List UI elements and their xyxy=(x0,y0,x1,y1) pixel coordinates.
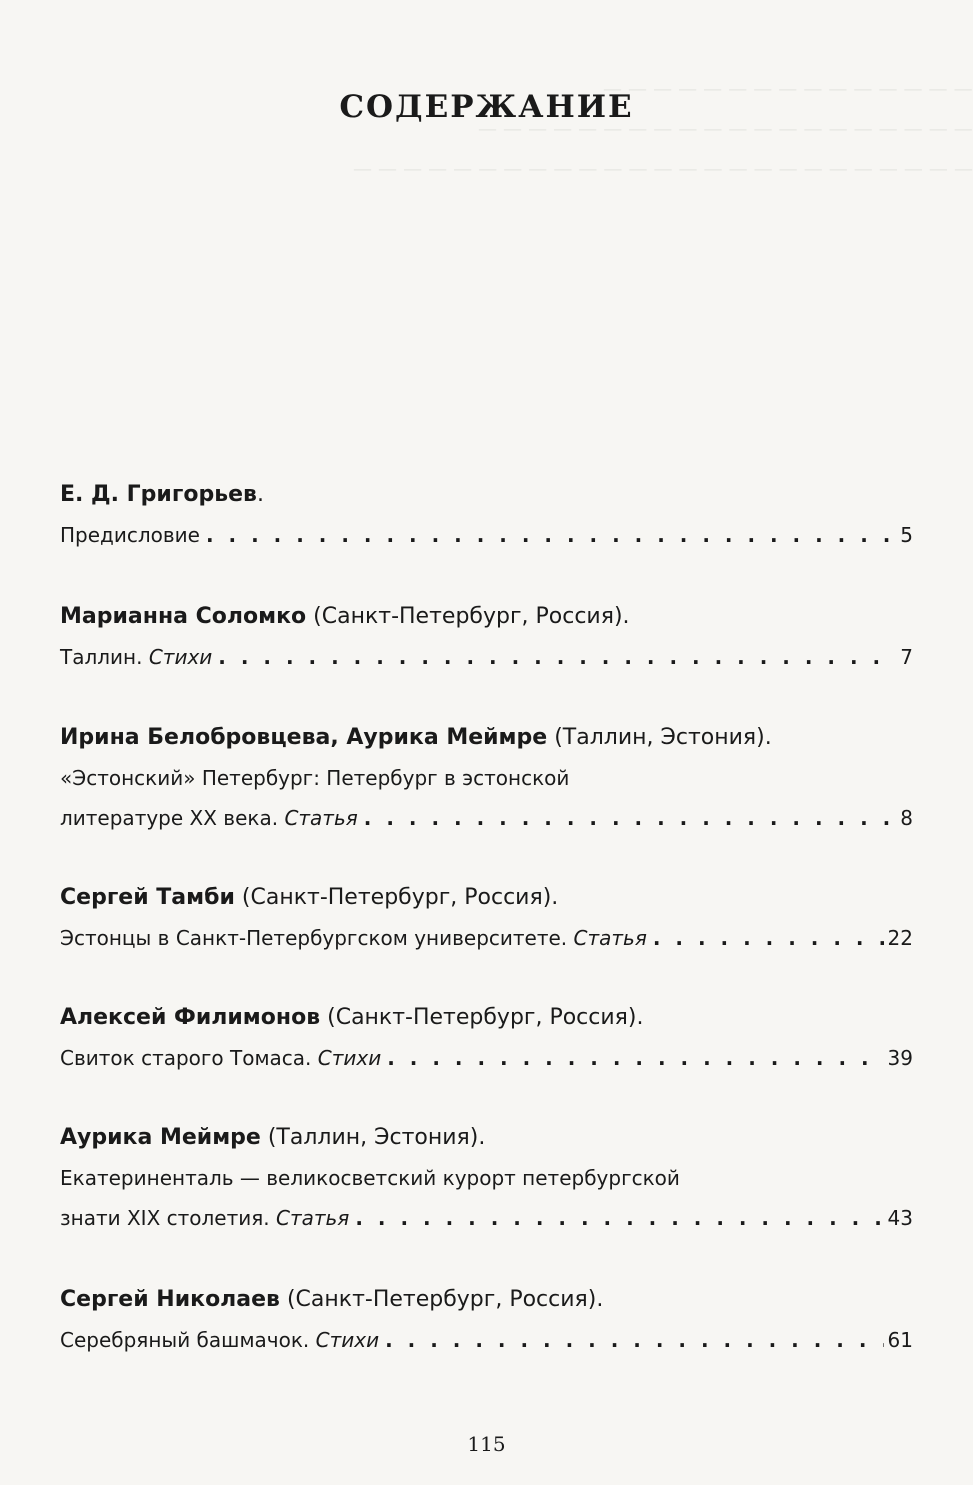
work-title xyxy=(60,515,200,555)
toc-page-number: 5 xyxy=(900,523,913,547)
work-title xyxy=(60,798,358,838)
work-title-text: литературе XX века. xyxy=(60,806,285,830)
toc-page-number: 8 xyxy=(900,806,913,830)
show-through-text: — — — — — — — — — — — — — — — — — — — — xyxy=(478,118,973,140)
author-location: (Санкт-Петербург, Россия). xyxy=(279,1287,604,1312)
work-title-text: Эстонцы в Санкт-Петербургском университете. xyxy=(60,926,574,950)
author-name: Алексей Филимонов xyxy=(60,1005,321,1030)
toc-line xyxy=(60,637,913,677)
author-name: Сергей Тамби xyxy=(60,885,235,910)
dot-leader xyxy=(218,637,896,677)
toc-page-number: 22 xyxy=(887,926,913,950)
toc-page-number: 43 xyxy=(887,1206,913,1230)
author-name: Ирина Белобровцева, Аурика Меймре xyxy=(60,725,548,750)
dot-leader xyxy=(364,798,896,838)
dot-leader xyxy=(385,1320,883,1360)
toc-entry xyxy=(60,475,913,555)
author-line xyxy=(60,1118,913,1158)
work-title-text: знати XIX столетия. xyxy=(60,1206,276,1230)
work-title xyxy=(60,1198,349,1238)
toc-line xyxy=(60,515,913,555)
dot-leader xyxy=(653,918,884,958)
show-through-text: — — — — — — — — — — — — — — — xyxy=(603,78,973,100)
work-genre: Стихи xyxy=(317,1046,382,1070)
work-genre: Статья xyxy=(284,806,358,830)
author-name: Марианна Соломко xyxy=(60,604,307,629)
toc-line xyxy=(60,1038,913,1078)
work-title-text: Серебряный башмачок. xyxy=(60,1328,316,1352)
show-through-text: — — — — — — — — — — — — — — — — — — — — — — — — — xyxy=(353,158,973,180)
author-location: (Таллин, Эстония). xyxy=(260,1125,486,1150)
author-location: (Санкт-Петербург, Россия). xyxy=(234,885,559,910)
work-title-line: Екатериненталь — великосветский курорт петербургской xyxy=(60,1166,680,1190)
work-title-text: Предисловие xyxy=(60,523,200,547)
toc-line xyxy=(60,1198,913,1238)
work-title xyxy=(60,637,212,677)
work-title-text: Свиток старого Томаса. xyxy=(60,1046,318,1070)
work-genre: Стихи xyxy=(315,1328,380,1352)
author-line xyxy=(60,1280,913,1320)
work-genre: Статья xyxy=(573,926,647,950)
toc-entry xyxy=(60,998,913,1078)
author-location: (Санкт-Петербург, Россия). xyxy=(320,1005,644,1030)
author-line xyxy=(60,878,913,918)
author-line xyxy=(60,718,913,758)
toc-entry xyxy=(60,597,913,677)
work-title xyxy=(60,1038,381,1078)
toc-page-number: 61 xyxy=(887,1328,913,1352)
author-line xyxy=(60,597,913,637)
author-name: Сергей Николаев xyxy=(60,1287,280,1312)
dot-leader xyxy=(206,515,896,555)
author-location: . xyxy=(256,482,264,507)
work-title xyxy=(60,918,647,958)
toc-entry xyxy=(60,878,913,958)
work-genre: Статья xyxy=(276,1206,350,1230)
page-title: СОДЕРЖАНИЕ xyxy=(339,88,634,125)
author-location: (Санкт-Петербург, Россия). xyxy=(306,604,630,629)
toc-entry xyxy=(60,1280,913,1360)
dot-leader xyxy=(387,1038,883,1078)
author-line xyxy=(60,998,913,1038)
author-name: Е. Д. Григорьев xyxy=(60,482,257,507)
author-line xyxy=(60,475,913,515)
author-location: (Таллин, Эстония). xyxy=(547,725,772,750)
page-number: 115 xyxy=(467,1432,506,1456)
dot-leader xyxy=(355,1198,883,1238)
work-title-text: Таллин. xyxy=(60,645,149,669)
toc-entry xyxy=(60,718,913,838)
toc-entry xyxy=(60,1118,913,1238)
toc-page-number: 7 xyxy=(900,645,913,669)
work-genre: Стихи xyxy=(148,645,213,669)
work-title xyxy=(60,1320,379,1360)
author-name: Аурика Меймре xyxy=(60,1125,261,1150)
toc-line xyxy=(60,1320,913,1360)
toc-line xyxy=(60,798,913,838)
toc-page-number: 39 xyxy=(887,1046,913,1070)
toc-line xyxy=(60,918,913,958)
work-title-line: «Эстонский» Петербург: Петербург в эстонской xyxy=(60,766,570,790)
